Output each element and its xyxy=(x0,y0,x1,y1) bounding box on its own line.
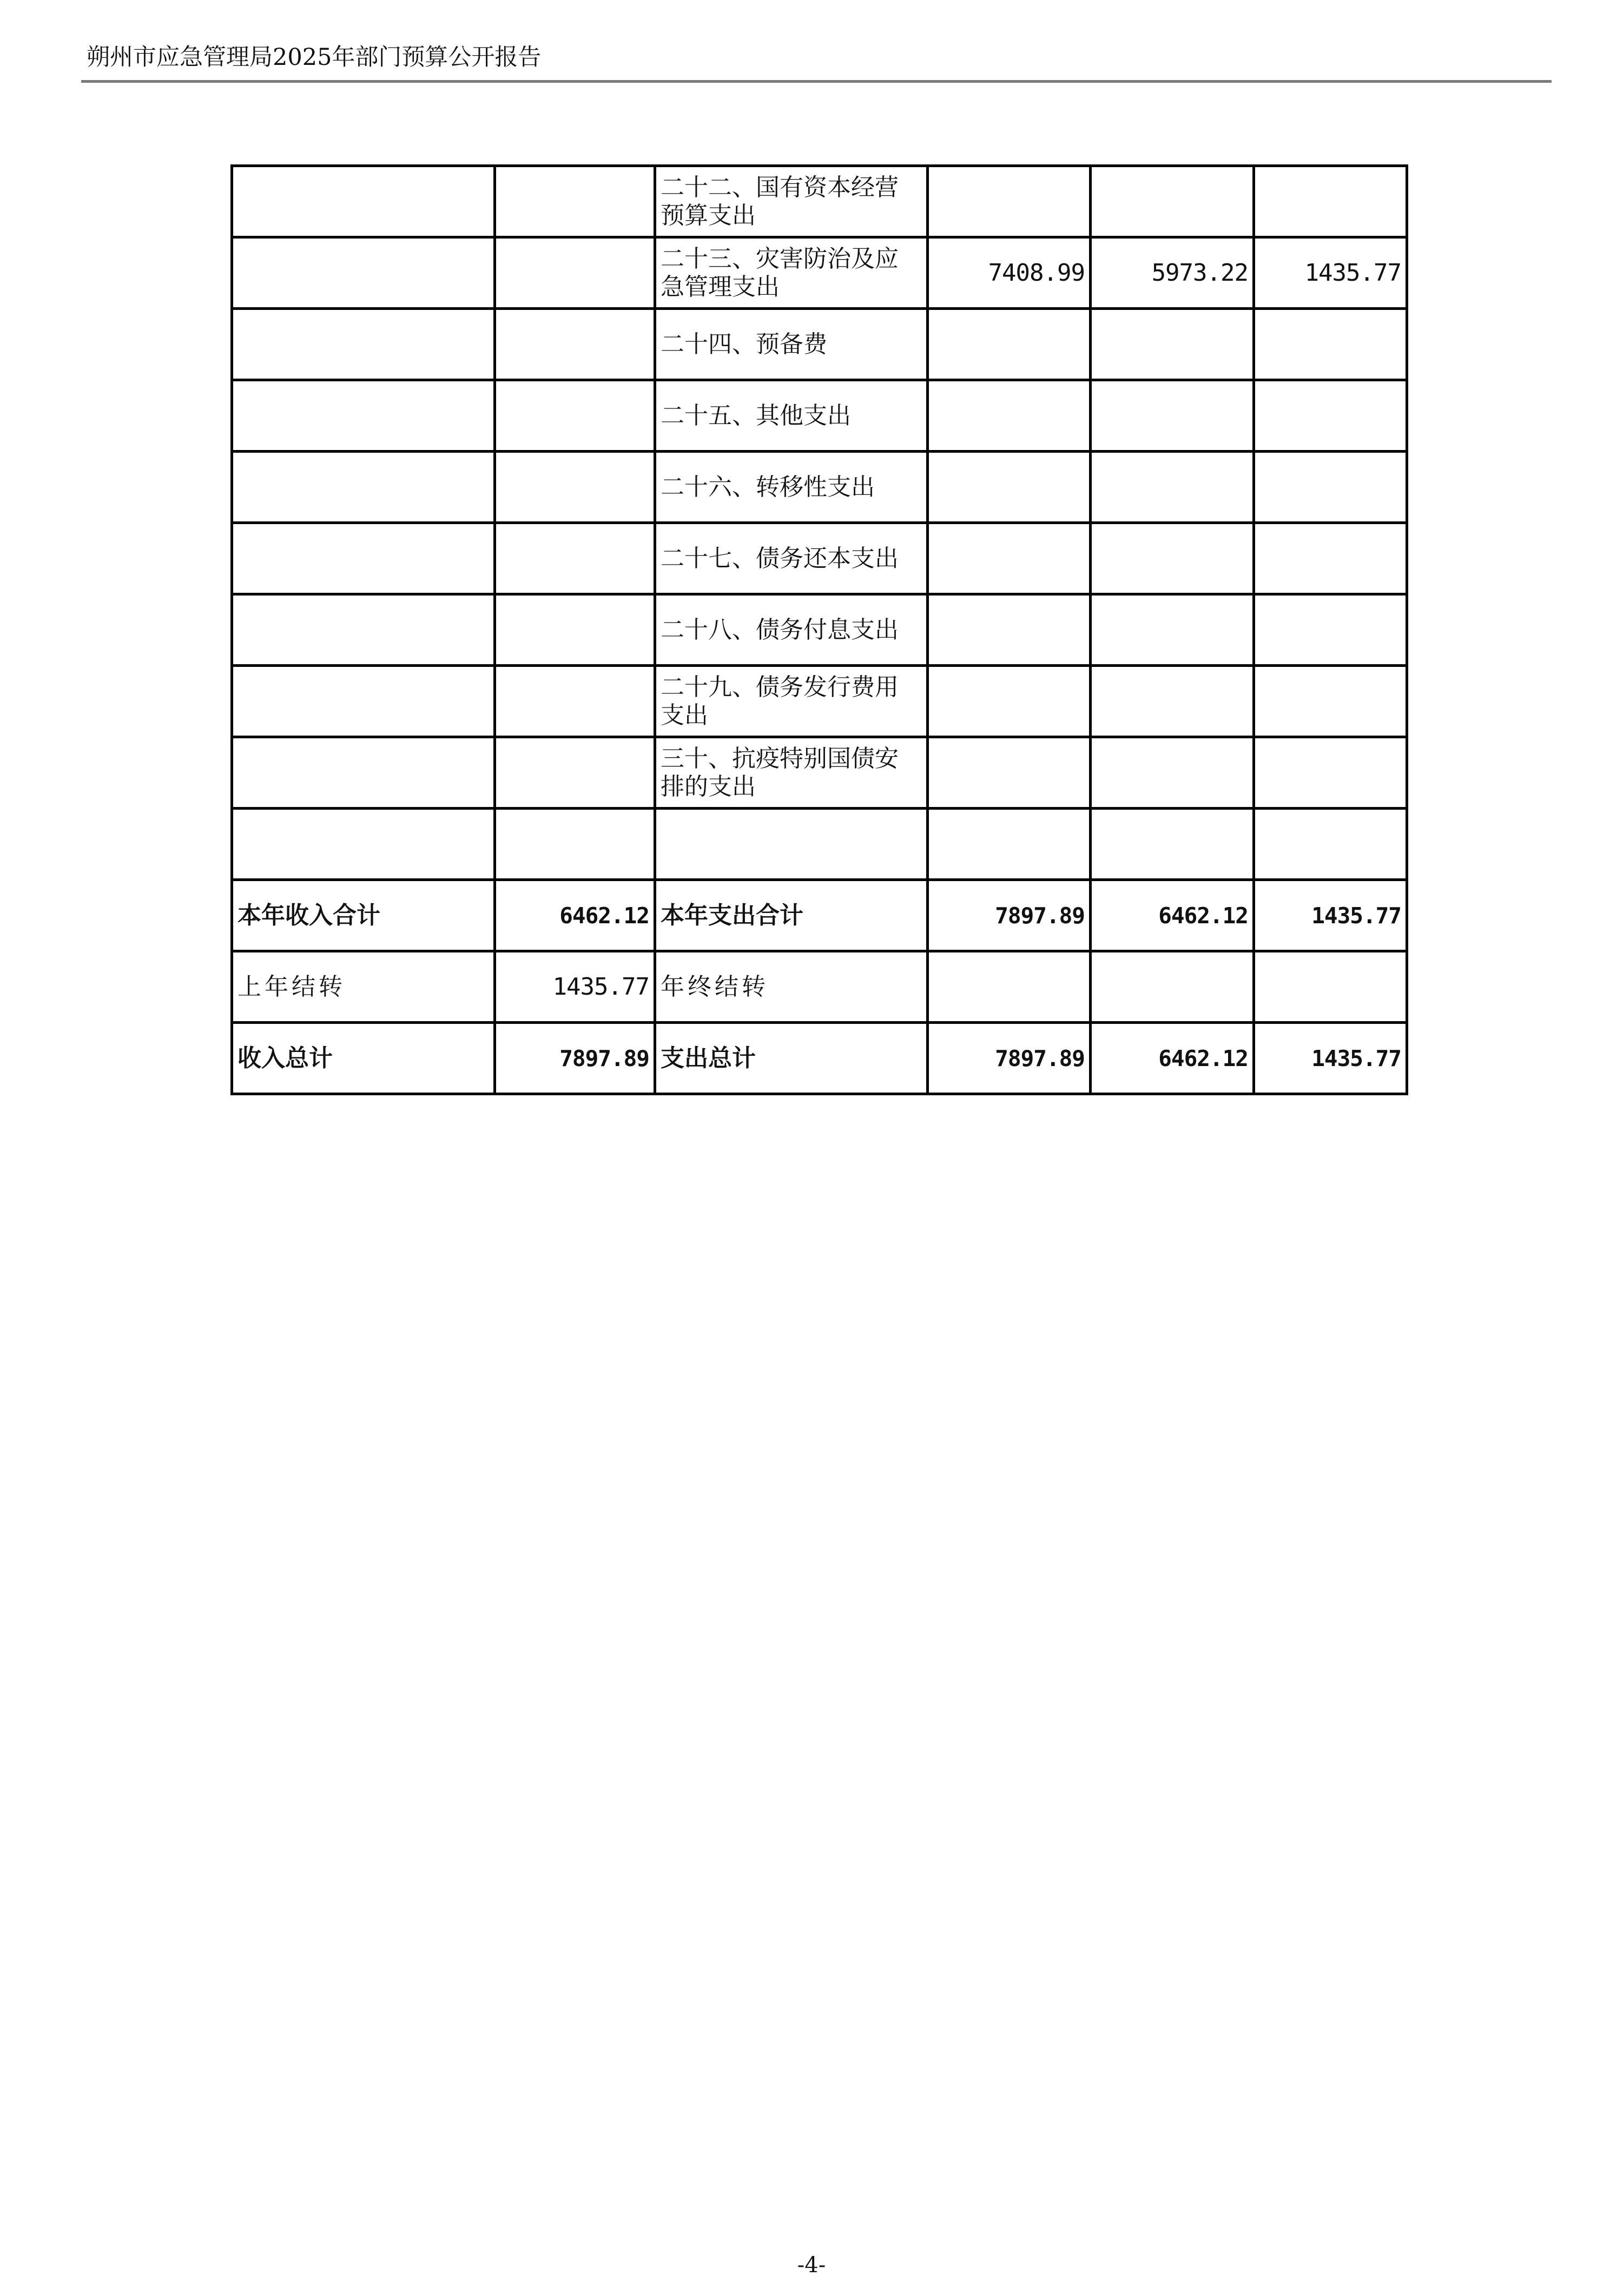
income-item-cell xyxy=(232,452,495,523)
table-row xyxy=(232,380,1407,452)
annual-expense-total-value: 7897.89 xyxy=(928,880,1091,951)
general-budget-cell xyxy=(1091,666,1254,737)
annual-income-total-label: 本年收入合计 xyxy=(232,880,495,951)
total-amount-cell xyxy=(928,523,1091,594)
carryover-row xyxy=(232,951,1407,1023)
expense-grand-total-value: 7897.89 xyxy=(928,1023,1091,1094)
expense-item-cell: 二十四、预备费 xyxy=(655,309,928,380)
expense-grand-total-label: 支出总计 xyxy=(655,1023,928,1094)
total-amount-cell: 7408.99 xyxy=(928,237,1091,309)
other-amount-cell xyxy=(1254,809,1407,880)
total-amount-cell xyxy=(928,594,1091,666)
income-amount-cell xyxy=(495,594,655,666)
income-item-cell xyxy=(232,666,495,737)
income-item-cell xyxy=(232,809,495,880)
income-item-cell xyxy=(232,523,495,594)
expense-item-cell: 二十五、其他支出 xyxy=(655,380,928,452)
prior-year-carryover-label: 上年结转 xyxy=(232,951,495,1023)
other-amount-cell: 1435.77 xyxy=(1254,237,1407,309)
total-amount-cell xyxy=(928,380,1091,452)
table-row xyxy=(232,809,1407,880)
general-budget-cell: 5973.22 xyxy=(1091,237,1254,309)
other-amount-cell xyxy=(1254,737,1407,809)
header-divider xyxy=(81,80,1552,83)
grand-total-row xyxy=(232,1023,1407,1094)
other-amount-cell xyxy=(1254,166,1407,237)
income-grand-total-value: 7897.89 xyxy=(495,1023,655,1094)
annual-total-row xyxy=(232,880,1407,951)
table-row xyxy=(232,237,1407,309)
other-amount-cell xyxy=(1254,452,1407,523)
income-amount-cell xyxy=(495,166,655,237)
year-end-carryover-other xyxy=(1254,951,1407,1023)
year-end-carryover-total xyxy=(928,951,1091,1023)
annual-income-total-value: 6462.12 xyxy=(495,880,655,951)
expense-item-cell: 二十二、国有资本经营预算支出 xyxy=(655,166,928,237)
page-number: -4- xyxy=(797,2253,826,2278)
other-amount-cell xyxy=(1254,309,1407,380)
other-amount-cell xyxy=(1254,523,1407,594)
expense-item-cell: 二十九、债务发行费用支出 xyxy=(655,666,928,737)
total-amount-cell xyxy=(928,737,1091,809)
expense-item-cell: 二十三、灾害防治及应急管理支出 xyxy=(655,237,928,309)
income-grand-total-label: 收入总计 xyxy=(232,1023,495,1094)
income-amount-cell xyxy=(495,737,655,809)
income-item-cell xyxy=(232,594,495,666)
income-item-cell xyxy=(232,166,495,237)
report-header-title: 朔州市应急管理局2025年部门预算公开报告 xyxy=(87,44,542,71)
income-amount-cell xyxy=(495,380,655,452)
prior-year-carryover-value: 1435.77 xyxy=(495,951,655,1023)
income-item-cell xyxy=(232,737,495,809)
expense-item-cell: 二十七、债务还本支出 xyxy=(655,523,928,594)
general-budget-cell xyxy=(1091,380,1254,452)
income-amount-cell xyxy=(495,237,655,309)
year-end-carryover-label: 年终结转 xyxy=(655,951,928,1023)
total-amount-cell xyxy=(928,309,1091,380)
income-item-cell xyxy=(232,309,495,380)
table-row xyxy=(232,523,1407,594)
income-item-cell xyxy=(232,380,495,452)
expense-item-cell: 三十、抗疫特别国债安排的支出 xyxy=(655,737,928,809)
other-grand-total: 1435.77 xyxy=(1254,1023,1407,1094)
general-budget-cell xyxy=(1091,523,1254,594)
income-amount-cell xyxy=(495,309,655,380)
general-budget-cell xyxy=(1091,309,1254,380)
general-budget-cell xyxy=(1091,737,1254,809)
budget-table xyxy=(230,164,1408,1095)
other-amount-cell xyxy=(1254,380,1407,452)
annual-expense-total-label: 本年支出合计 xyxy=(655,880,928,951)
general-budget-cell xyxy=(1091,452,1254,523)
other-amount-cell xyxy=(1254,666,1407,737)
general-budget-cell xyxy=(1091,594,1254,666)
expense-item-cell: 二十八、债务付息支出 xyxy=(655,594,928,666)
table-row xyxy=(232,166,1407,237)
table-row xyxy=(232,737,1407,809)
income-amount-cell xyxy=(495,523,655,594)
expense-item-cell xyxy=(655,809,928,880)
income-item-cell xyxy=(232,237,495,309)
total-amount-cell xyxy=(928,809,1091,880)
income-amount-cell xyxy=(495,452,655,523)
general-budget-grand-total: 6462.12 xyxy=(1091,1023,1254,1094)
total-amount-cell xyxy=(928,166,1091,237)
table-row xyxy=(232,666,1407,737)
general-budget-cell xyxy=(1091,809,1254,880)
year-end-carryover-general xyxy=(1091,951,1254,1023)
expense-item-cell: 二十六、转移性支出 xyxy=(655,452,928,523)
other-amount-cell xyxy=(1254,594,1407,666)
total-amount-cell xyxy=(928,452,1091,523)
annual-general-budget-total: 6462.12 xyxy=(1091,880,1254,951)
general-budget-cell xyxy=(1091,166,1254,237)
total-amount-cell xyxy=(928,666,1091,737)
table-row xyxy=(232,309,1407,380)
income-amount-cell xyxy=(495,809,655,880)
table-row xyxy=(232,452,1407,523)
annual-other-total: 1435.77 xyxy=(1254,880,1407,951)
table-row xyxy=(232,594,1407,666)
income-amount-cell xyxy=(495,666,655,737)
